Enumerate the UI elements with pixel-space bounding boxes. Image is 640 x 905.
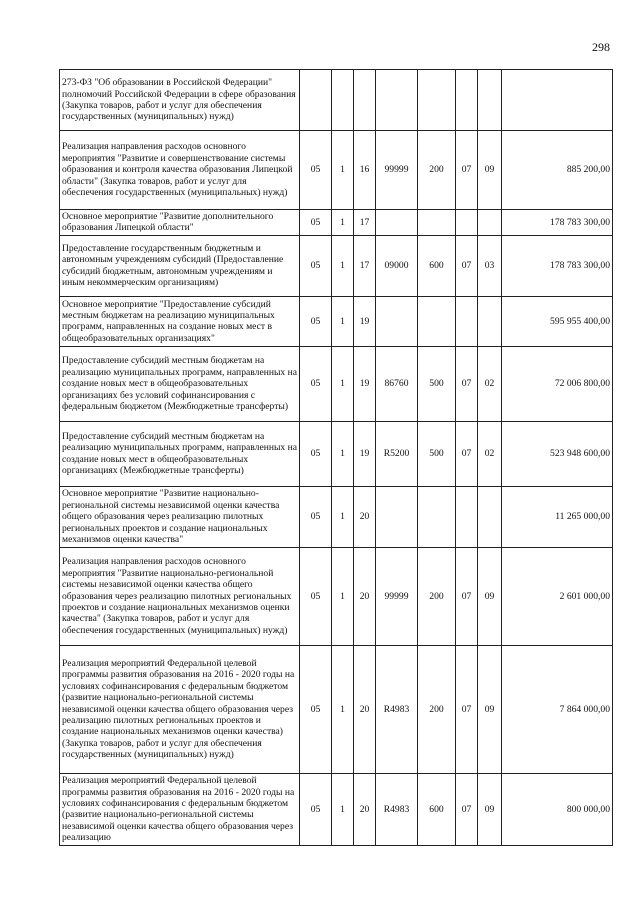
row-code-cell: R5200 [376,421,418,486]
row-code-cell: 05 [300,421,332,486]
table-row [60,486,613,547]
row-code-cell: 20 [354,773,376,845]
row-code-cell: 20 [354,486,376,547]
row-code-cell: 16 [354,131,376,210]
row-code-cell: 07 [456,131,478,210]
table-row [60,210,613,236]
row-amount-cell: 7 864 000,00 [502,645,613,773]
table-row [60,346,613,421]
row-code-cell: 05 [300,346,332,421]
row-code-cell: 200 [418,547,456,645]
row-code-cell [376,210,418,236]
row-code-cell: R4983 [376,645,418,773]
table-row [60,70,613,131]
row-code-cell: 07 [456,346,478,421]
row-code-cell: 600 [418,235,456,296]
row-code-cell [418,70,456,131]
row-amount-cell: 800 000,00 [502,773,613,845]
row-code-cell [456,70,478,131]
row-code-cell: 1 [332,421,354,486]
row-code-cell: 1 [332,210,354,236]
page-number: 298 [592,40,610,54]
row-code-cell: 86760 [376,346,418,421]
row-code-cell: 09 [478,773,502,845]
row-code-cell: 1 [332,773,354,845]
row-code-cell: 05 [300,773,332,845]
row-code-cell: 07 [456,421,478,486]
row-name-cell: Основное мероприятие "Развитие дополнительного образования Липецкой области" [60,210,300,236]
row-amount-cell: 178 783 300,00 [502,235,613,296]
table-body [60,70,613,846]
row-code-cell: 1 [332,346,354,421]
row-name-cell: Основное мероприятие "Развитие национально-региональной системы независимой оценки качества общего образования через реализацию пилотных региональных проектов и создание национальных механизмов оценки качества" [60,486,300,547]
row-amount-cell [502,70,613,131]
table-row [60,131,613,210]
row-name-cell: Предоставление государственным бюджетным и автономным учреждениям субсидий (Предоставление субсидий бюджетным, автономным учреждениям и иным некоммерческим организациям) [60,235,300,296]
row-code-cell: 1 [332,235,354,296]
row-code-cell: R4983 [376,773,418,845]
row-code-cell: 1 [332,486,354,547]
row-code-cell: 05 [300,486,332,547]
row-name-cell: Реализация мероприятий Федеральной целевой программы развития образования на 2016 - 2020 годы на условиях софинансирования с федеральным бюджетом (развитие национально-региональной системы независимой оценки качества общего образования через реализацию пилотных региональных проектов и создание национальных механизмов оценки качества) (Закупка товаров, работ и услуг для обеспечения государственных (муниципальных) нужд) [60,645,300,773]
row-amount-cell: 2 601 000,00 [502,547,613,645]
table-row [60,421,613,486]
row-name-cell: Реализация направления расходов основного мероприятия "Развитие и совершенствование системы образования и контроля качества образования Липецкой области" (Закупка товаров, работ и услуг для обеспечения государственных (муниципальных) нужд) [60,131,300,210]
row-code-cell: 02 [478,421,502,486]
row-code-cell: 05 [300,131,332,210]
row-code-cell [376,70,418,131]
row-amount-cell: 72 006 800,00 [502,346,613,421]
row-code-cell: 03 [478,235,502,296]
budget-table [59,69,613,846]
table-row [60,296,613,346]
row-code-cell: 600 [418,773,456,845]
row-code-cell [332,70,354,131]
table-row [60,547,613,645]
row-name-cell: Реализация направления расходов основного мероприятия "Развитие национально-региональной системы независимой оценки качества общего образования через реализацию пилотных региональных проектов и создание национальных механизмов оценки качества" (Закупка товаров, работ и услуг для обеспечения государственных (муниципальных) нужд) [60,547,300,645]
row-amount-cell: 11 265 000,00 [502,486,613,547]
row-code-cell: 200 [418,131,456,210]
row-name-cell: Реализация мероприятий Федеральной целевой программы развития образования на 2016 - 2020 годы на условиях софинансирования с федеральным бюджетом (развитие национально-региональной системы независимой оценки качества общего образования через реализацию [60,773,300,845]
row-code-cell: 1 [332,547,354,645]
row-code-cell: 1 [332,645,354,773]
row-code-cell [456,296,478,346]
table-row [60,645,613,773]
row-code-cell: 17 [354,210,376,236]
row-code-cell: 1 [332,296,354,346]
row-code-cell: 09 [478,547,502,645]
row-code-cell: 19 [354,421,376,486]
row-code-cell [300,70,332,131]
table-row [60,235,613,296]
row-code-cell: 19 [354,346,376,421]
row-code-cell: 09 [478,131,502,210]
row-code-cell [418,296,456,346]
row-code-cell: 1 [332,131,354,210]
row-code-cell: 07 [456,547,478,645]
row-name-cell: 273-ФЗ "Об образовании в Российской Федерации" полномочий Российской Федерации в сфере образования (Закупка товаров, работ и услуг для обеспечения государственных (муниципальных) нужд) [60,70,300,131]
row-code-cell: 05 [300,210,332,236]
row-code-cell: 17 [354,235,376,296]
row-code-cell: 05 [300,235,332,296]
row-code-cell: 07 [456,235,478,296]
row-code-cell: 05 [300,645,332,773]
row-code-cell: 500 [418,421,456,486]
row-code-cell [478,486,502,547]
row-code-cell [376,486,418,547]
row-code-cell: 500 [418,346,456,421]
row-code-cell: 05 [300,296,332,346]
row-code-cell: 07 [456,645,478,773]
row-code-cell [456,210,478,236]
row-name-cell: Предоставление субсидий местным бюджетам на реализацию муниципальных программ, направленных на создание новых мест в общеобразовательных организациях (Межбюджетные трансферты) [60,421,300,486]
row-code-cell: 20 [354,645,376,773]
row-code-cell [478,70,502,131]
row-code-cell: 02 [478,346,502,421]
row-code-cell [354,70,376,131]
row-name-cell: Основное мероприятие "Предоставление субсидий местным бюджетам на реализацию муниципальных программ, направленных на создание новых мест в общеобразовательных организациях" [60,296,300,346]
row-code-cell: 99999 [376,547,418,645]
row-code-cell: 09 [478,645,502,773]
row-code-cell [418,210,456,236]
row-code-cell [376,296,418,346]
row-code-cell: 09000 [376,235,418,296]
table-row [60,773,613,845]
row-code-cell: 05 [300,547,332,645]
row-code-cell [478,210,502,236]
row-code-cell [478,296,502,346]
row-code-cell [456,486,478,547]
row-amount-cell: 595 955 400,00 [502,296,613,346]
row-code-cell [418,486,456,547]
row-code-cell: 200 [418,645,456,773]
row-amount-cell: 178 783 300,00 [502,210,613,236]
row-code-cell: 99999 [376,131,418,210]
row-amount-cell: 885 200,00 [502,131,613,210]
row-code-cell: 19 [354,296,376,346]
row-code-cell: 07 [456,773,478,845]
row-name-cell: Предоставление субсидий местным бюджетам на реализацию муниципальных программ, направленных на создание новых мест в общеобразовательных организациях без условий софинансирования с федеральным бюджетом (Межбюджетные трансферты) [60,346,300,421]
row-amount-cell: 523 948 600,00 [502,421,613,486]
row-code-cell: 20 [354,547,376,645]
